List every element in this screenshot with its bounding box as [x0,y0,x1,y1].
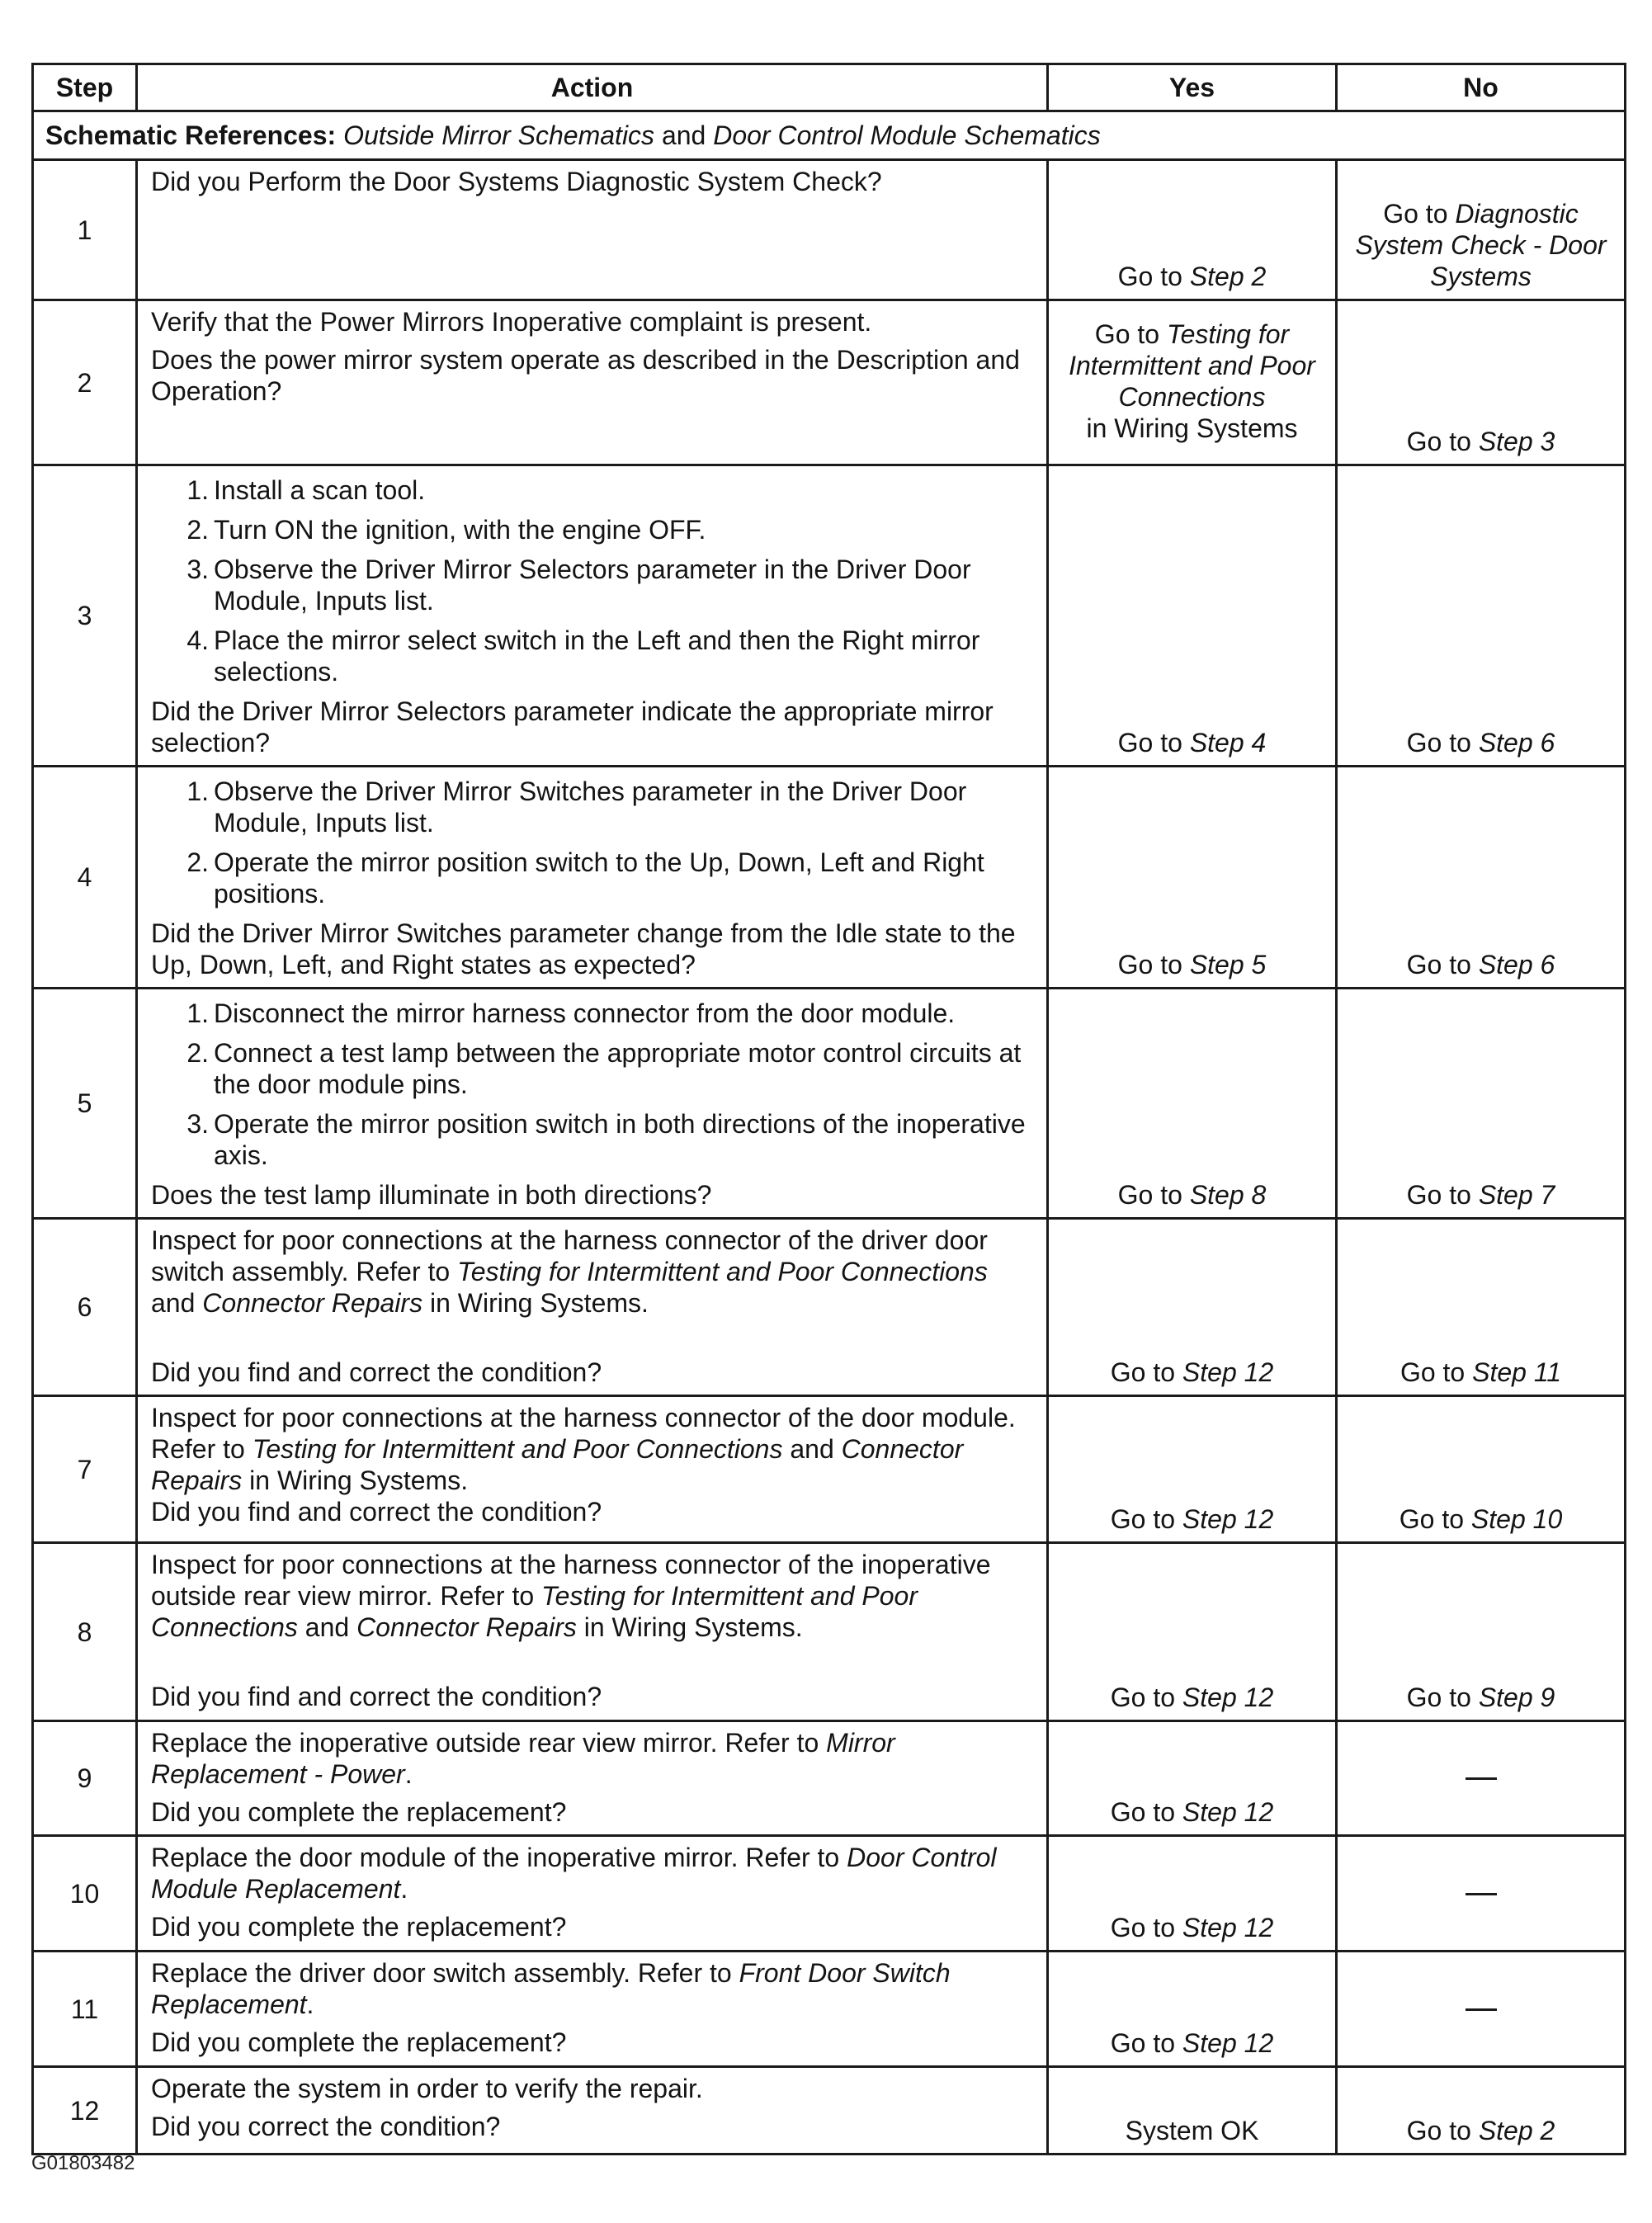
step-row-4 [33,767,1626,989]
schematic-ref-outside-mirror[interactable]: Outside Mirror Schematics [343,120,655,150]
yes-link[interactable]: Testing for Intermittent and Poor Connections [1069,319,1315,412]
schematic-label: Schematic References: [45,120,337,150]
no-prefix: Go to [1406,1683,1471,1712]
ref-testing-link[interactable]: Testing for Intermittent and Poor Connections [457,1257,988,1286]
action-list [151,776,1036,909]
yes-prefix: Go to [1117,950,1182,979]
yes-prefix: Go to [1110,1504,1176,1534]
step-row-10 [33,1836,1626,1952]
document-id: G01803482 [31,2152,135,2174]
action-question: Did you find and correct the condition? [151,1682,602,1711]
step-row-8 [33,1543,1626,1721]
step-row-11 [33,1952,1626,2067]
step-row-5 [33,989,1626,1219]
yes-suffix: in Wiring Systems [1086,413,1298,443]
no-prefix: Go to [1406,427,1471,456]
yes-link[interactable]: Step 12 [1182,1683,1274,1712]
no-prefix: Go to [1406,2116,1471,2145]
step-number: 2 [33,300,137,465]
step-number: 1 [33,160,137,300]
step-number: 9 [33,1721,137,1836]
action-question: Did the Driver Mirror Selectors parameter indicate the appropriate mirror selection? [151,696,994,758]
action-text: Inspect for poor connections at the harness connector of the door module. Refer to Testing for Intermittent and Poor Connections and Connector Repairs in Wiring Systems. [151,1403,1016,1495]
no-link[interactable]: Step 2 [1478,2116,1555,2145]
no-prefix: Go to [1406,950,1471,979]
ref-connector-repairs-link[interactable]: Connector Repairs [202,1288,423,1318]
list-item: 2. Operate the mirror position switch to the Up, Down, Left and Right positions. [186,847,984,909]
action-question: Did you find and correct the condition? [151,1357,602,1387]
action-text: Replace the door module of the inoperative mirror. Refer to Door Control Module Replacement. [151,1843,997,1904]
yes-result: System OK [1125,2116,1259,2145]
ref-replacement-link[interactable]: Front Door Switch Replacement [151,1958,951,2019]
yes-link[interactable]: Step 12 [1182,1797,1274,1827]
action-question: Did you complete the replacement? [151,1797,567,1827]
step-row-7 [33,1396,1626,1543]
step-number: 5 [33,989,137,1219]
no-prefix: Go to [1406,728,1471,758]
step-number: 8 [33,1543,137,1721]
header-action: Action [137,64,1048,111]
yes-prefix: Go to [1117,1180,1182,1210]
yes-link[interactable]: Step 12 [1182,1913,1274,1942]
action-question: Did you complete the replacement? [151,1912,567,1942]
action-question: Does the power mirror system operate as described in the Description and Operation? [151,345,1020,406]
ref-testing-link[interactable]: Testing for Intermittent and Poor Connections [151,1581,918,1642]
list-item: 1. Install a scan tool. [186,475,426,505]
header-step: Step [33,64,137,111]
yes-prefix: Go to [1117,262,1182,291]
action-question: Did you correct the condition? [151,2112,501,2141]
schematic-ref-door-control-module[interactable]: Door Control Module Schematics [713,120,1101,150]
yes-prefix: Go to [1110,1913,1176,1942]
action-question: Did you complete the replacement? [151,2027,567,2057]
step-row-9 [33,1721,1626,1836]
step-number: 3 [33,465,137,767]
ref-connector-repairs-link[interactable]: Connector Repairs [356,1612,577,1642]
ref-replacement-link[interactable]: Mirror Replacement - Power [151,1728,895,1789]
no-prefix: Go to [1399,1357,1466,1387]
step-number: 4 [33,767,137,989]
action-text: Inspect for poor connections at the harness connector of the inoperative outside rear view mirror. Refer to Testing for Intermittent and Poor Connections and Connector Repairs in Wiring Systems. [151,1550,991,1642]
action-question: Did you find and correct the condition? [151,1497,602,1527]
no-link[interactable]: Step 7 [1478,1180,1555,1210]
not-applicable-dash [1466,1777,1497,1780]
action-question: Did the Driver Mirror Switches parameter change from the Idle state to the Up, Down, Left, and Right states as expected? [151,918,1016,979]
step-number: 7 [33,1396,137,1543]
action-text: Operate the system in order to verify the repair. [151,2074,703,2103]
no-link[interactable]: Step 3 [1478,427,1555,456]
yes-prefix: Go to [1117,728,1182,758]
ref-testing-link[interactable]: Testing for Intermittent and Poor Connections [252,1434,783,1464]
list-item: 1. Observe the Driver Mirror Switches parameter in the Driver Door Module, Inputs list. [186,776,967,838]
yes-link[interactable]: Step 8 [1189,1180,1267,1210]
no-link[interactable]: Step 9 [1478,1683,1555,1712]
no-link[interactable]: Step 11 [1472,1357,1562,1387]
no-link[interactable]: Diagnostic System Check - Door Systems [1355,199,1607,291]
yes-link[interactable]: Step 4 [1189,728,1267,758]
not-applicable-dash [1466,1893,1497,1895]
no-prefix: Go to [1406,1180,1471,1210]
action-text: Verify that the Power Mirrors Inoperative complaint is present. [151,307,872,337]
list-item: 2. Connect a test lamp between the appropriate motor control circuits at the door module pins. [186,1038,1022,1099]
yes-link[interactable]: Step 12 [1182,1504,1274,1534]
yes-link[interactable]: Step 12 [1182,2028,1274,2058]
step-row-3 [33,465,1626,767]
ref-replacement-link[interactable]: Door Control Module Replacement [151,1843,997,1904]
action-question: Does the test lamp illuminate in both directions? [151,1180,712,1210]
step-number: 11 [33,1952,137,2067]
list-item: 1. Disconnect the mirror harness connector from the door module. [186,998,956,1028]
header-no: No [1337,64,1626,111]
action-list [151,474,1036,687]
header-row [33,64,1626,111]
diagnostic-table [31,63,1624,2155]
yes-link[interactable]: Step 12 [1182,1357,1274,1387]
yes-link[interactable]: Step 5 [1189,950,1267,979]
step-number: 12 [33,2067,137,2155]
action-text: Replace the driver door switch assembly. Refer to Front Door Switch Replacement. [151,1958,951,2019]
step-number: 6 [33,1219,137,1396]
not-applicable-dash [1466,2008,1497,2011]
action-question: Did you Perform the Door Systems Diagnostic System Check? [151,167,882,196]
step-row-12 [33,2067,1626,2155]
schematic-and: and [661,120,706,150]
header-yes: Yes [1048,64,1337,111]
step-row-1 [33,160,1626,300]
yes-prefix: Go to [1110,1683,1176,1712]
action-text: Replace the inoperative outside rear view mirror. Refer to Mirror Replacement - Power. [151,1728,895,1789]
no-prefix: Go to [1383,199,1448,229]
list-item: 4. Place the mirror select switch in the Left and then the Right mirror selections. [186,625,980,687]
no-link[interactable]: Step 10 [1470,1504,1563,1534]
step-number: 10 [33,1836,137,1952]
action-list [151,998,1036,1171]
yes-prefix: Go to [1094,319,1160,349]
list-item: 3. Observe the Driver Mirror Selectors parameter in the Driver Door Module, Inputs list. [186,555,971,616]
list-item: 3. Operate the mirror position switch in both directions of the inoperative axis. [186,1109,1026,1170]
yes-prefix: Go to [1110,1357,1176,1387]
no-link[interactable]: Step 6 [1478,728,1555,758]
yes-link[interactable]: Step 2 [1189,262,1267,291]
step-row-6 [33,1219,1626,1396]
no-prefix: Go to [1399,1504,1465,1534]
list-item: 2. Turn ON the ignition, with the engine OFF. [186,515,706,545]
schematic-references-row [33,111,1626,160]
action-text: Inspect for poor connections at the harness connector of the driver door switch assembly. Refer to Testing for Intermittent and Poor Connections and Connector Repairs in Wiring Systems. [151,1225,988,1318]
step-row-2 [33,300,1626,465]
yes-prefix: Go to [1110,2028,1176,2058]
ref-connector-repairs-link[interactable]: Connector Repairs [151,1434,964,1495]
no-link[interactable]: Step 6 [1478,950,1555,979]
yes-prefix: Go to [1110,1797,1176,1827]
